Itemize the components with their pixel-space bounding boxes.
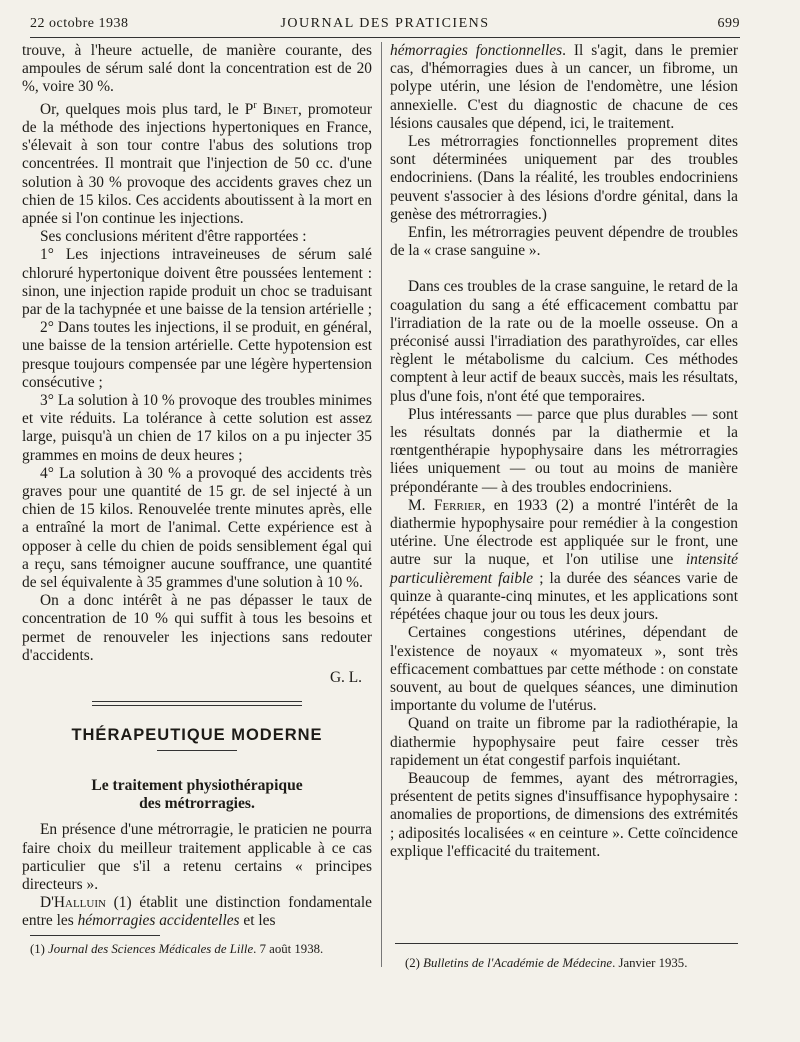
paragraph: Quand on traite un fibrome par la radiothérapie, la diathermie hypophysaire peut faire cesser très rapidement un état congestif parfois inquiétant. bbox=[390, 715, 738, 769]
list-item: 3° La solution à 10 % provoque des troubles minimes et vite réduits. La tolérance à cette solution est assez large, puisqu'à un chien de 17 kilos on a pu injecter 35 grammes en moins de deux heures ; bbox=[22, 391, 372, 464]
footnote-left: (1) Journal des Sciences Médicales de Lille. 7 août 1938. bbox=[30, 942, 324, 956]
page-number: 699 bbox=[717, 16, 740, 31]
section-title: THÉRAPEUTIQUE MODERNE bbox=[71, 726, 323, 745]
right-column bbox=[390, 42, 738, 861]
paragraph: Les métrorragies fonctionnelles proprement dites sont déterminées uniquement par des troubles endocriniens. (Dans la réalité, les troubles endocriniens peuvent s'associer à des lésions d'ordre génital, dans la genèse des métrorragies.) bbox=[390, 133, 738, 223]
list-item: 2° Dans toutes les injections, il se produit, en général, une baisse de la tension artérielle. Cette hypotension est presque toujours compensée par une légère hypertension consécutive ; bbox=[22, 319, 372, 391]
paragraph: Certaines congestions utérines, dépendant de l'existence de noyaux « myomateux », sont très efficacement combattues par cette méthode : on constate souvent, au bout de quelques séances, une diminution importante du volume de l'utérus. bbox=[390, 624, 738, 715]
paragraph: On a donc intérêt à ne pas dépasser le taux de concentration de 10 % qui suffit à tous les besoins et permet de renouveler les injections sans redouter d'accidents. bbox=[22, 592, 372, 664]
footnote-rule-left bbox=[30, 935, 160, 936]
paragraph: Beaucoup de femmes, ayant des métrorragies, présentent de petits signes d'insuffisance hypophysaire : anomalies de proportions, de dimensions des extrémités ; adiposités localisées « en ceinture ». Cette coïncidence explique l'efficacité du traitement. bbox=[390, 769, 738, 860]
paragraph: Ses conclusions méritent d'être rapportées : bbox=[40, 228, 307, 246]
left-column bbox=[22, 42, 372, 931]
footnote-rule-right bbox=[395, 943, 738, 944]
header-rule bbox=[30, 37, 740, 38]
column-divider bbox=[381, 42, 382, 967]
paragraph: hémorragies fonctionnelles. Il s'agit, dans le premier cas, d'hémorragies dues à un cancer, un fibrome, un polype utérin, une lésion de l'endomètre, une lésion annexielle. C'est du diagnostic de chacune de ces lésions causales que dépend, ici, le traitement. bbox=[390, 42, 738, 132]
issue-date: 22 octobre 1938 bbox=[30, 16, 129, 31]
paragraph: trouve, à l'heure actuelle, de manière courante, des ampoules de sérum salé dont la concentration est de 20 %, voire 30 %. bbox=[22, 42, 372, 96]
article-title: Le traitement physiothérapique des métrorragies. bbox=[91, 777, 303, 813]
author-name: D'Halluin bbox=[40, 894, 106, 912]
paragraph: Plus intéressants — parce que plus durables — sont les résultats donnés par la diathermie et la rœntgenthérapie hypophysaire dans les métrorragies liées uniquement — ou tout au moins de manière prépondérante — à des troubles endocriniens. bbox=[390, 405, 738, 496]
paragraph: Or, quelques mois plus tard, le $P^r$ Binet, promoteur de la méthode des injections hypertoniques en France, s'élevait à son tour contre l'abus des solutions trop concentrées. Il montrait que l'injection de 50 cc. d'une solution à 30 % provoque des accidents graves chez un chien de 15 kilos. Ces accidents aboutissent à la mort en apnée si l'on continue les injections. bbox=[22, 99, 372, 227]
paragraph: Enfin, les métrorragies peuvent dépendre de troubles de la « crase sanguine ». bbox=[390, 224, 738, 260]
paragraph: D'Halluin (1) établit une distinction fondamentale entre les hémorragies accidentelles et les bbox=[22, 894, 372, 930]
paragraph: M. Ferrier, en 1933 (2) a montré l'intérêt de la diathermie hypophysaire pour remédier à la congestion utérine. Une électrode est appliquée sur le front, une autre sur la nuque, et l'on utilise une intensité particulièrement faible ; la durée des séances varie de quinze à quarante-cinq minutes, et les applications sont répétées chaque jour ou tous les deux jours. bbox=[390, 496, 739, 624]
list-item: 4° La solution à 30 % a provoqué des accidents très graves pour une quantité de 15 gr. de sel injecté à un chien de 15 kilos. Renouvelée trente minutes après, elle a entraîné la mort de l'animal. Cette expérience est à opposer à celle du chien de poids sensiblement égal qui a reçu, sans témoigner aucune souffrance, une quantité de sel équivalente à 35 grammes d'une solution à 10 %. bbox=[22, 464, 372, 592]
paragraph: Dans ces troubles de la crase sanguine, le retard de la coagulation du sang a été efficacement combattu par l'irradiation de la rate ou de la moelle osseuse. On a préconisé aussi l'irradiation des parathyroïdes, car elles règlent le métabolisme du calcium. Ces méthodes comptent à leur actif de beaux succès, mais les résultats, plus d'une fois, n'ont été que temporaires. bbox=[390, 278, 738, 405]
author-name: M. Ferrier bbox=[408, 496, 482, 514]
footnote-right: (2) Bulletins de l'Académie de Médecine. Janvier 1935. bbox=[405, 956, 688, 970]
paragraph: En présence d'une métrorragie, le praticien ne pourra faire choix du meilleur traitement applicable à ce cas particulier que s'il a retenu certains « principes directeurs ». bbox=[22, 821, 372, 894]
journal-title: JOURNAL DES PRATICIENS bbox=[280, 16, 490, 31]
title-underline bbox=[157, 750, 237, 751]
author-name: Binet bbox=[262, 100, 299, 118]
list-item: 1° Les injections intraveineuses de sérum salé chloruré hypertonique doivent être poussées lentement : sinon, une injection rapide produit un choc se traduisant par de la tachypnée et une baisse de la tension artérielle ; bbox=[22, 246, 372, 318]
page-header bbox=[30, 16, 740, 36]
signature: G. L. bbox=[329, 669, 362, 687]
section-divider bbox=[92, 701, 302, 706]
